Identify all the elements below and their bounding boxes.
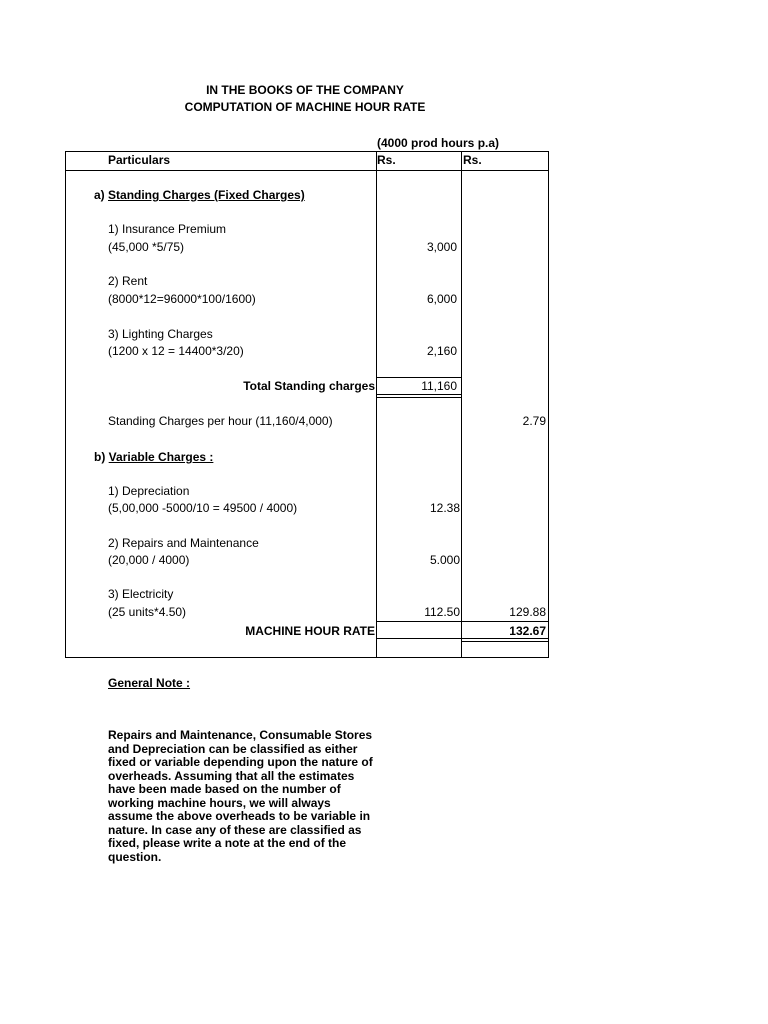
item-depreciation-calc: (5,00,000 -5000/10 = 49500 / 4000) <box>108 501 298 515</box>
general-note-text: Repairs and Maintenance, Consumable Stores and Depreciation can be classified as either fixed or variable depending upon the nature of overheads. Assuming that all the estimates have been made based on the number of working machine hours, we will always assume the above overheads to be variable in nature. In case any of these are classified as fixed, please write a note at the end of the question. <box>108 728 373 864</box>
table-border-right <box>548 151 549 658</box>
standing-per-hour-value: 2.79 <box>522 414 546 428</box>
item-insurance-calc: (45,000 *5/75) <box>108 240 185 254</box>
col-particulars: Particulars <box>108 153 171 167</box>
column-divider-1 <box>376 151 377 658</box>
item-rent-label: 2) Rent <box>108 274 148 288</box>
mhr-line-bottom-2 <box>461 641 549 642</box>
table-border-bottom <box>65 657 549 658</box>
header-divider <box>65 170 549 171</box>
item-repairs-label: 2) Repairs and Maintenance <box>108 536 259 550</box>
item-depreciation-label: 1) Depreciation <box>108 484 190 498</box>
mhr-line-bottom-1 <box>376 638 549 639</box>
general-note-title: General Note : <box>108 676 191 690</box>
item-rent-amount: 6,000 <box>426 292 457 306</box>
item-repairs-amount: 5.000 <box>429 553 460 567</box>
heading-computation: COMPUTATION OF MACHINE HOUR RATE <box>184 100 426 114</box>
col-rs-2: Rs. <box>463 153 482 167</box>
heading-books: IN THE BOOKS OF THE COMPANY <box>206 83 404 97</box>
mhr-line-top <box>376 621 549 622</box>
table-border-top <box>65 151 549 152</box>
section-a-title <box>94 188 305 202</box>
section-b-title <box>94 450 213 464</box>
item-rent-calc: (8000*12=96000*100/1600) <box>108 292 256 306</box>
section-b-heading: Variable Charges : <box>108 450 214 464</box>
item-electricity-calc: (25 units*4.50) <box>108 605 187 619</box>
col-rs-1: Rs. <box>377 153 396 167</box>
mhr-value: 132.67 <box>509 624 546 638</box>
item-depreciation-amount: 12.38 <box>429 501 460 515</box>
total-box-bottom-1 <box>376 394 462 395</box>
mhr-label: MACHINE HOUR RATE <box>245 624 375 638</box>
standing-per-hour-label: Standing Charges per hour (11,160/4,000) <box>108 414 333 428</box>
item-lighting-amount: 2,160 <box>426 344 457 358</box>
column-divider-2 <box>461 151 462 658</box>
section-b-prefix: b) <box>94 450 106 464</box>
section-a-prefix: a) <box>94 188 105 202</box>
total-standing-label: Total Standing charges <box>243 379 375 393</box>
total-box-top <box>376 377 462 378</box>
item-insurance-amount: 3,000 <box>426 240 457 254</box>
item-electricity-label: 3) Electricity <box>108 587 174 601</box>
item-lighting-label: 3) Lighting Charges <box>108 327 213 341</box>
item-electricity-amount: 112.50 <box>424 605 460 619</box>
variable-total-value: 129.88 <box>509 605 546 619</box>
item-insurance-label: 1) Insurance Premium <box>108 222 227 236</box>
total-standing-value: 11,160 <box>421 379 457 393</box>
item-lighting-calc: (1200 x 12 = 14400*3/20) <box>108 344 244 358</box>
section-a-heading: Standing Charges (Fixed Charges) <box>108 188 305 202</box>
basis-hours: (4000 prod hours p.a) <box>377 136 500 150</box>
item-repairs-calc: (20,000 / 4000) <box>108 553 190 567</box>
total-box-bottom-2 <box>376 397 462 398</box>
table-border-left <box>65 151 66 658</box>
